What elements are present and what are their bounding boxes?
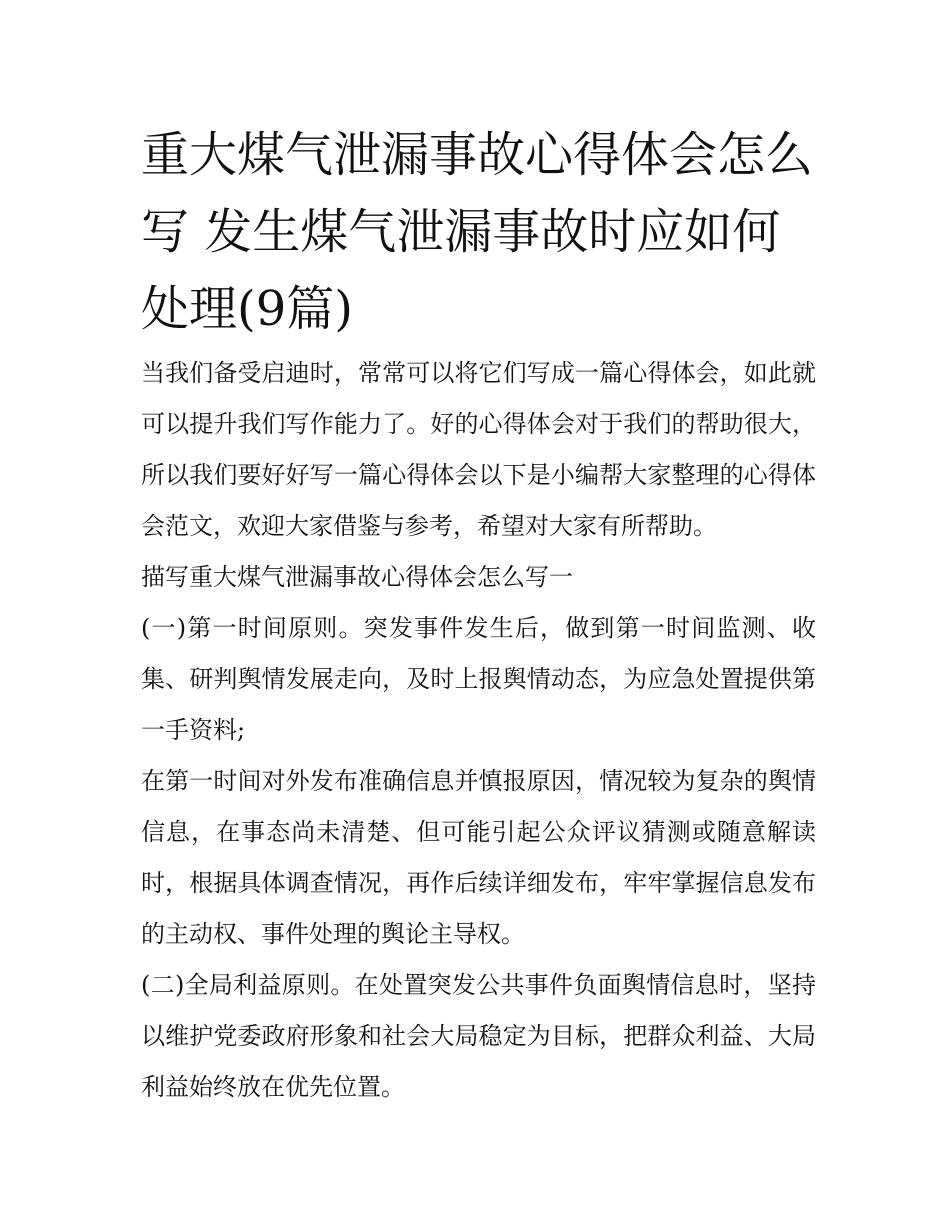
principle-two-paragraph: (二)全局利益原则。在处置突发公共事件负面舆情信息时，坚持以维护党委政府形象和社会大局稳定为目标，把群众利益、大局利益始终放在优先位置。 [141, 971, 816, 1101]
document-title: 重大煤气泄漏事故心得体会怎么写 发生煤气泄漏事故时应如何处理(9篇) [141, 127, 814, 337]
intro-paragraph: 当我们备受启迪时，常常可以将它们写成一篇心得体会，如此就可以提升我们写作能力了。好的心得体会对于我们的帮助很大，所以我们要好好写一篇心得体会以下是小编帮大家整理的心得体会范文，欢迎大家借鉴与参考，希望对大家有所帮助。 [141, 359, 816, 540]
principle-one-paragraph: (一)第一时间原则。突发事件发生后，做到第一时间监测、收集、研判舆情发展走向，及时上报舆情动态，为应急处置提供第一手资料; [141, 614, 816, 744]
release-info-paragraph: 在第一时间对外发布准确信息并慎报原因，情况较为复杂的舆情信息，在事态尚未清楚、但可能引起公众评议猜测或随意解读时，根据具体调查情况，再作后续详细发布，牢牢掌握信息发布的主动权、事件处理的舆论主导权。 [141, 767, 816, 948]
section-heading: 描写重大煤气泄漏事故心得体会怎么写一 [141, 563, 573, 591]
document-body [141, 348, 816, 1113]
document-content [141, 117, 816, 1113]
